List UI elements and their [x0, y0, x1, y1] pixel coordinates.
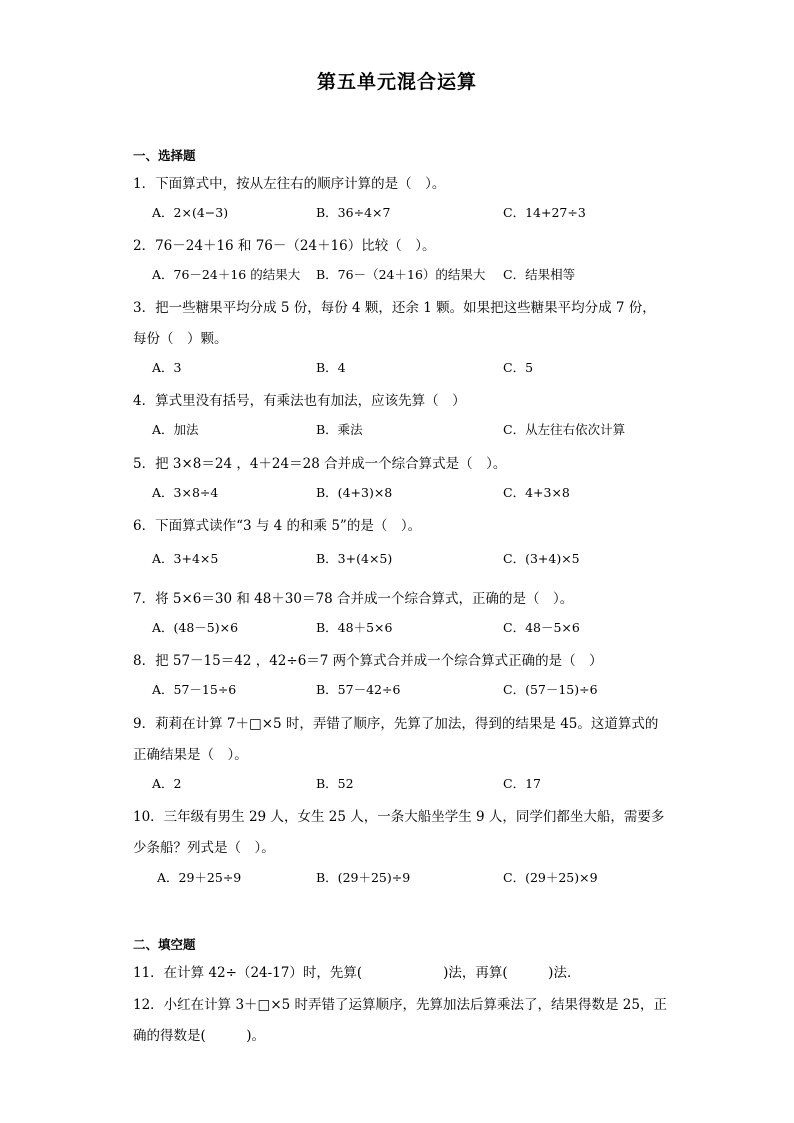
option-6a: A．3+4×5: [152, 551, 219, 566]
option-7a: A．(48－5)×6: [152, 620, 239, 635]
option-6b: B．3+(4×5): [316, 551, 393, 566]
option-9c: C．17: [503, 776, 541, 791]
option-1b: B．36÷4×7: [316, 205, 391, 220]
section-heading-choice: 一、选择题: [133, 148, 196, 163]
option-2c: C．结果相等: [503, 267, 576, 282]
question-12-line-1: 12．小红在计算 3＋□×5 时弄错了运算顺序，先算加法后算乘法了，结果得数是 25，正: [133, 997, 667, 1013]
option-10c: C．(29＋25)×9: [503, 870, 598, 885]
option-2a: A．76－24＋16 的结果大: [152, 267, 301, 282]
question-3-line-2: 每份（ ）颗。: [133, 331, 228, 347]
option-4a: A．加法: [152, 422, 199, 437]
option-6c: C．(3+4)×5: [503, 551, 580, 566]
question-11: 11．在计算 42÷（24-17）时，先算( )法，再算( )法．: [133, 965, 581, 981]
option-4b: B．乘法: [316, 422, 363, 437]
option-1c: C．14+27÷3: [503, 205, 586, 220]
question-10-line-2: 少条船？列式是（ ）。: [133, 840, 275, 856]
question-6: 6．下面算式读作“3 与 4 的和乘 5”的是（ ）。: [133, 518, 422, 534]
question-4: 4．算式里没有括号，有乘法也有加法，应该先算（ ）: [133, 393, 466, 409]
option-1a: A．2×(4−3): [152, 205, 229, 220]
question-9-line-1: 9．莉莉在计算 7＋□×5 时，弄错了顺序，先算了加法，得到的结果是 45。这道算式的: [133, 716, 659, 732]
section-heading-fill: 二、填空题: [133, 937, 196, 952]
option-9a: A．2: [152, 776, 182, 791]
option-4c: C．从左往右依次计算: [503, 422, 626, 437]
option-8a: A．57－15÷6: [152, 682, 237, 697]
option-5c: C．4+3×8: [503, 485, 570, 500]
option-8b: B．57－42÷6: [316, 682, 401, 697]
option-2b: B．76－（24＋16）的结果大: [316, 267, 486, 282]
question-12-line-2: 确的得数是( )。: [133, 1028, 266, 1044]
option-5b: B．(4+3)×8: [316, 485, 393, 500]
option-10b: B．(29＋25)÷9: [316, 870, 411, 885]
option-3a: A．3: [152, 360, 182, 375]
question-9-line-2: 正确结果是（ ）。: [133, 747, 248, 763]
option-5a: A．3×8÷4: [152, 485, 219, 500]
option-8c: C．(57－15)÷6: [503, 682, 598, 697]
option-3b: B．4: [316, 360, 346, 375]
question-5: 5．把 3×8＝24 ，4＋24＝28 合并成一个综合算式是（ ）。: [133, 456, 507, 472]
page-title: 第五单元混合运算: [316, 71, 477, 93]
question-10-line-1: 10．三年级有男生 29 人，女生 25 人，一条大船坐学生 9 人，同学们都坐大船，需要多: [133, 809, 665, 825]
option-10a: A．29＋25÷9: [157, 870, 242, 885]
option-7c: C．48－5×6: [503, 620, 580, 635]
option-3c: C．5: [503, 360, 534, 375]
option-7b: B．48＋5×6: [316, 620, 393, 635]
question-7: 7．将 5×6＝30 和 48＋30＝78 合并成一个综合算式，正确的是（ ）。: [133, 591, 574, 607]
question-2: 2．76－24＋16 和 76－（24＋16）比较（ ）。: [133, 238, 436, 254]
question-3-line-1: 3．把一些糖果平均分成 5 份，每份 4 颗，还余 1 颗。如果把这些糖果平均分成 7 份，: [133, 300, 656, 316]
option-9b: B．52: [316, 776, 354, 791]
question-8: 8．把 57－15＝42 ，42÷6＝7 两个算式合并成一个综合算式正确的是（ ）: [133, 653, 603, 669]
question-1: 1．下面算式中，按从左往右的顺序计算的是（ ）。: [133, 176, 446, 192]
